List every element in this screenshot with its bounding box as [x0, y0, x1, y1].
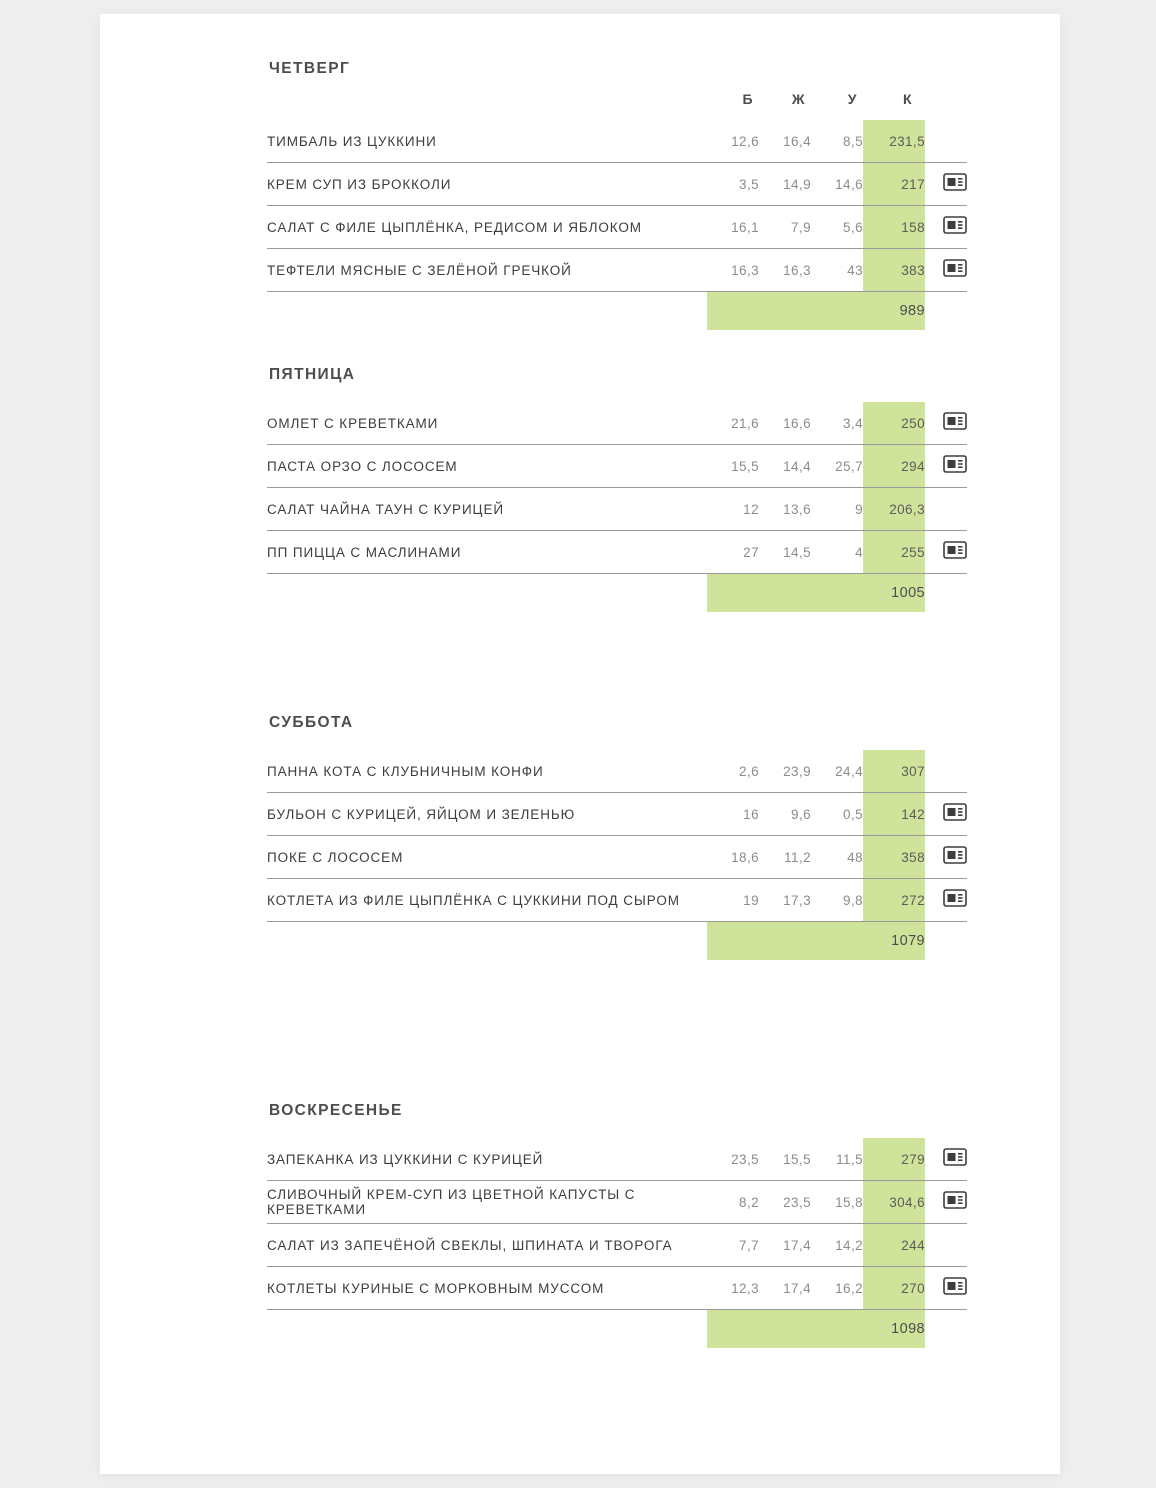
- dish-fat: 23,9: [759, 750, 811, 793]
- column-header-kcal: К: [902, 91, 912, 107]
- day-title: ЧЕТВЕРГ: [269, 60, 351, 77]
- dish-protein: 2,6: [707, 750, 759, 793]
- dish-name: ПП ПИЦЦА С МАСЛИНАМИ: [267, 531, 707, 574]
- dish-kcal: 270: [863, 1267, 925, 1310]
- dish-protein: 12: [707, 488, 759, 531]
- row-icon-cell: [925, 120, 967, 163]
- dish-protein: 27: [707, 531, 759, 574]
- row-icon-cell[interactable]: [925, 249, 967, 292]
- dish-protein: 8,2: [707, 1181, 759, 1224]
- dish-kcal: 206,3: [863, 488, 925, 531]
- dish-carbs: 11,5: [811, 1138, 863, 1181]
- dish-kcal: 142: [863, 793, 925, 836]
- dish-fat: 23,5: [759, 1181, 811, 1224]
- total-fill-carbs: [811, 1310, 863, 1349]
- dish-carbs: 15,8: [811, 1181, 863, 1224]
- video-recipe-icon[interactable]: [943, 258, 967, 278]
- dish-kcal: 307: [863, 750, 925, 793]
- video-recipe-icon[interactable]: [943, 540, 967, 560]
- day-title: ПЯТНИЦА: [269, 366, 356, 383]
- dish-fat: 14,5: [759, 531, 811, 574]
- dish-kcal: 272: [863, 879, 925, 922]
- video-recipe-icon[interactable]: [943, 802, 967, 822]
- dish-kcal: 358: [863, 836, 925, 879]
- dish-protein: 3,5: [707, 163, 759, 206]
- dish-carbs: 14,6: [811, 163, 863, 206]
- total-icon-spacer: [925, 922, 967, 961]
- day-table: [267, 732, 967, 960]
- table-row: [267, 750, 967, 793]
- video-recipe-icon[interactable]: [943, 845, 967, 865]
- dish-fat: 11,2: [759, 836, 811, 879]
- table-row: [267, 1138, 967, 1181]
- dish-fat: 16,4: [759, 120, 811, 163]
- table-row: [267, 488, 967, 531]
- dish-protein: 12,6: [707, 120, 759, 163]
- day-total-kcal: 1098: [863, 1310, 925, 1349]
- video-recipe-icon[interactable]: [943, 1147, 967, 1167]
- dish-protein: 12,3: [707, 1267, 759, 1310]
- dish-fat: 7,9: [759, 206, 811, 249]
- total-fill-carbs: [811, 292, 863, 331]
- row-icon-cell[interactable]: [925, 1181, 967, 1224]
- total-fill-carbs: [811, 922, 863, 961]
- dish-fat: 15,5: [759, 1138, 811, 1181]
- row-icon-cell[interactable]: [925, 206, 967, 249]
- dish-name: КОТЛЕТА ИЗ ФИЛЕ ЦЫПЛЁНКА С ЦУККИНИ ПОД СЫРОМ: [267, 879, 707, 922]
- table-top-spacer: [267, 732, 967, 750]
- day-total-kcal: 1005: [863, 574, 925, 613]
- dish-protein: 15,5: [707, 445, 759, 488]
- row-icon-cell[interactable]: [925, 836, 967, 879]
- day-total-kcal: 1079: [863, 922, 925, 961]
- dish-fat: 17,4: [759, 1267, 811, 1310]
- video-recipe-icon[interactable]: [943, 1190, 967, 1210]
- dish-kcal: 244: [863, 1224, 925, 1267]
- dish-carbs: 0,5: [811, 793, 863, 836]
- row-icon-cell[interactable]: [925, 879, 967, 922]
- video-recipe-icon[interactable]: [943, 215, 967, 235]
- total-fill-fat: [759, 292, 811, 331]
- table-row: [267, 249, 967, 292]
- day-total-row: [267, 292, 967, 331]
- video-recipe-icon[interactable]: [943, 888, 967, 908]
- day-title: ВОСКРЕСЕНЬЕ: [269, 1102, 403, 1119]
- table-row: [267, 206, 967, 249]
- day-block-2: [267, 714, 967, 960]
- dish-fat: 16,6: [759, 402, 811, 445]
- dish-name: СЛИВОЧНЫЙ КРЕМ-СУП ИЗ ЦВЕТНОЙ КАПУСТЫ С КРЕВЕТКАМИ: [267, 1181, 707, 1224]
- table-row: [267, 445, 967, 488]
- dish-kcal: 231,5: [863, 120, 925, 163]
- row-icon-cell[interactable]: [925, 793, 967, 836]
- total-fill-protein: [707, 922, 759, 961]
- dish-protein: 23,5: [707, 1138, 759, 1181]
- total-icon-spacer: [925, 574, 967, 613]
- row-icon-cell[interactable]: [925, 531, 967, 574]
- dish-name: БУЛЬОН С КУРИЦЕЙ, ЯЙЦОМ И ЗЕЛЕНЬЮ: [267, 793, 707, 836]
- dish-name: САЛАТ ЧАЙНА ТАУН С КУРИЦЕЙ: [267, 488, 707, 531]
- table-top-spacer: [267, 384, 967, 402]
- dish-protein: 16,3: [707, 249, 759, 292]
- total-icon-spacer: [925, 1310, 967, 1349]
- dish-name: КОТЛЕТЫ КУРИНЫЕ С МОРКОВНЫМ МУССОМ: [267, 1267, 707, 1310]
- total-label-spacer: [267, 292, 707, 331]
- video-recipe-icon[interactable]: [943, 172, 967, 192]
- dish-carbs: 9: [811, 488, 863, 531]
- dish-carbs: 4: [811, 531, 863, 574]
- header-icon-spacer: [925, 78, 967, 120]
- total-fill-fat: [759, 922, 811, 961]
- day-total-row: [267, 922, 967, 961]
- table-row: [267, 120, 967, 163]
- dish-kcal: 279: [863, 1138, 925, 1181]
- row-icon-cell: [925, 1224, 967, 1267]
- video-recipe-icon[interactable]: [943, 454, 967, 474]
- day-total-kcal: 989: [863, 292, 925, 331]
- dish-name: САЛАТ ИЗ ЗАПЕЧЁНОЙ СВЕКЛЫ, ШПИНАТА И ТВОРОГА: [267, 1224, 707, 1267]
- dish-fat: 13,6: [759, 488, 811, 531]
- dish-protein: 21,6: [707, 402, 759, 445]
- dish-kcal: 294: [863, 445, 925, 488]
- column-header-fat: Ж: [791, 91, 805, 107]
- dish-kcal: 158: [863, 206, 925, 249]
- total-fill-fat: [759, 574, 811, 613]
- dish-fat: 9,6: [759, 793, 811, 836]
- table-row: [267, 836, 967, 879]
- dish-carbs: 5,6: [811, 206, 863, 249]
- dish-kcal: 304,6: [863, 1181, 925, 1224]
- row-icon-cell[interactable]: [925, 163, 967, 206]
- table-row: [267, 793, 967, 836]
- dish-name: ПАННА КОТА С КЛУБНИЧНЫМ КОНФИ: [267, 750, 707, 793]
- total-fill-carbs: [811, 574, 863, 613]
- dish-carbs: 24,4: [811, 750, 863, 793]
- day-total-row: [267, 574, 967, 613]
- menu-sheet: [100, 14, 1060, 1474]
- total-label-spacer: [267, 574, 707, 613]
- row-icon-cell[interactable]: [925, 445, 967, 488]
- dish-protein: 16: [707, 793, 759, 836]
- total-fill-protein: [707, 574, 759, 613]
- table-row: [267, 163, 967, 206]
- total-fill-protein: [707, 1310, 759, 1349]
- dish-protein: 19: [707, 879, 759, 922]
- dish-name: ПОКЕ С ЛОСОСЕМ: [267, 836, 707, 879]
- dish-fat: 17,3: [759, 879, 811, 922]
- row-icon-cell[interactable]: [925, 402, 967, 445]
- column-header-protein: Б: [742, 91, 753, 107]
- dish-carbs: 25,7: [811, 445, 863, 488]
- table-row: [267, 531, 967, 574]
- table-row: [267, 1267, 967, 1310]
- dish-carbs: 16,2: [811, 1267, 863, 1310]
- dish-carbs: 9,8: [811, 879, 863, 922]
- dish-fat: 14,4: [759, 445, 811, 488]
- day-table: [267, 1120, 967, 1348]
- row-icon-cell[interactable]: [925, 1267, 967, 1310]
- dish-carbs: 8,5: [811, 120, 863, 163]
- dish-name: ЗАПЕКАНКА ИЗ ЦУККИНИ С КУРИЦЕЙ: [267, 1138, 707, 1181]
- dish-kcal: 250: [863, 402, 925, 445]
- dish-fat: 14,9: [759, 163, 811, 206]
- dish-name: ПАСТА ОРЗО С ЛОСОСЕМ: [267, 445, 707, 488]
- total-label-spacer: [267, 1310, 707, 1349]
- total-fill-protein: [707, 292, 759, 331]
- table-row: [267, 879, 967, 922]
- table-row: [267, 1224, 967, 1267]
- dish-carbs: 3,4: [811, 402, 863, 445]
- dish-fat: 17,4: [759, 1224, 811, 1267]
- total-fill-fat: [759, 1310, 811, 1349]
- dish-name: САЛАТ С ФИЛЕ ЦЫПЛЁНКА, РЕДИСОМ И ЯБЛОКОМ: [267, 206, 707, 249]
- dish-name: ТИМБАЛЬ ИЗ ЦУККИНИ: [267, 120, 707, 163]
- dish-name: ОМЛЕТ С КРЕВЕТКАМИ: [267, 402, 707, 445]
- dish-kcal: 217: [863, 163, 925, 206]
- dish-protein: 7,7: [707, 1224, 759, 1267]
- total-label-spacer: [267, 922, 707, 961]
- row-icon-cell[interactable]: [925, 1138, 967, 1181]
- total-icon-spacer: [925, 292, 967, 331]
- row-icon-cell: [925, 750, 967, 793]
- dish-carbs: 48: [811, 836, 863, 879]
- table-row: [267, 402, 967, 445]
- table-row: [267, 1181, 967, 1224]
- day-table: [267, 78, 967, 330]
- video-recipe-icon[interactable]: [943, 1276, 967, 1296]
- dish-fat: 16,3: [759, 249, 811, 292]
- header-spacer: [267, 78, 707, 120]
- video-recipe-icon[interactable]: [943, 411, 967, 431]
- row-icon-cell: [925, 488, 967, 531]
- dish-protein: 16,1: [707, 206, 759, 249]
- column-header-carbs: У: [847, 91, 857, 107]
- day-table: [267, 384, 967, 612]
- dish-kcal: 383: [863, 249, 925, 292]
- day-block-3: [267, 1102, 967, 1348]
- dish-protein: 18,6: [707, 836, 759, 879]
- day-title: СУББОТА: [269, 714, 354, 731]
- dish-name: КРЕМ СУП ИЗ БРОККОЛИ: [267, 163, 707, 206]
- day-total-row: [267, 1310, 967, 1349]
- dish-kcal: 255: [863, 531, 925, 574]
- dish-carbs: 43: [811, 249, 863, 292]
- table-top-spacer: [267, 1120, 967, 1138]
- dish-carbs: 14,2: [811, 1224, 863, 1267]
- day-block-0: [267, 60, 967, 330]
- day-block-1: [267, 366, 967, 612]
- dish-name: ТЕФТЕЛИ МЯСНЫЕ С ЗЕЛЁНОЙ ГРЕЧКОЙ: [267, 249, 707, 292]
